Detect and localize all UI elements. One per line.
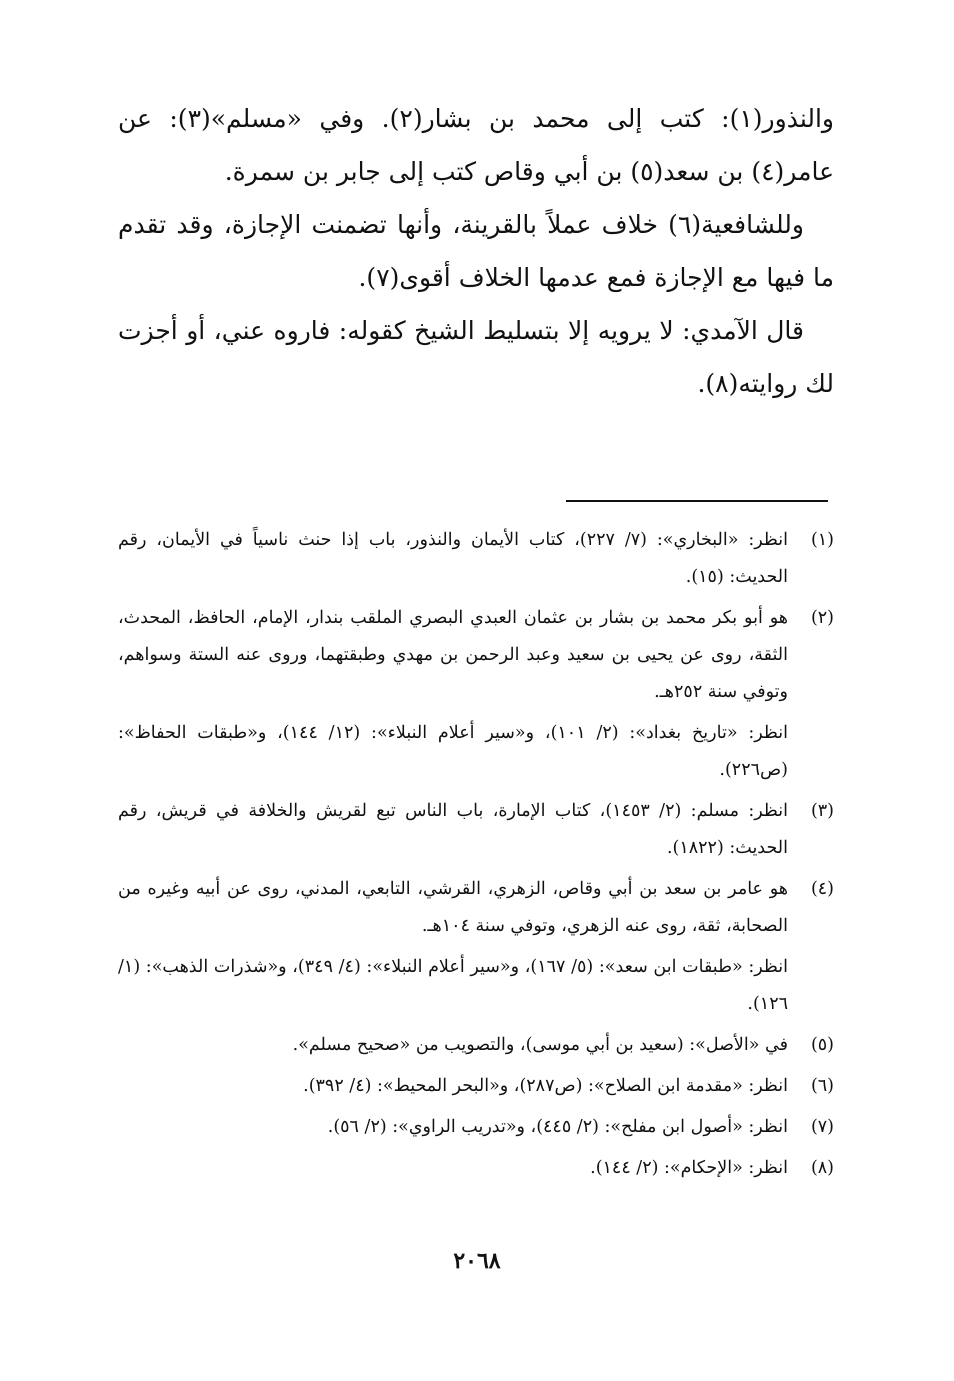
footnote-text: في «الأصل»: (سعيد بن أبي موسى)، والتصويب من «صحيح مسلم». (292, 1035, 788, 1055)
footnote-6 (118, 1068, 834, 1105)
footnote-text: هو عامر بن سعد بن أبي وقاص، الزهري، القرشي، التابعي، المدني، روى عن أبيه وغيره من الصحابة، ثقة، روى عنه الزهري، وتوفي سنة ١٠٤هـ. (118, 879, 788, 936)
footnote-body (118, 793, 788, 867)
footnote-text: انظر: مسلم: (٢/ ١٤٥٣)، كتاب الإمارة، باب الناس تبع لقريش والخلافة في قريش، رقم الحديث: (١٨٢٢). (118, 801, 789, 858)
footnote-1 (118, 522, 834, 596)
footnote-7 (118, 1109, 834, 1146)
footnote-number: (٨) (810, 1158, 834, 1178)
footnote-body (118, 522, 788, 596)
main-paragraph-1: والنذور(١): كتب إلى محمد بن بشار(٢). وفي «مسلم»(٣): عن عامر(٤) بن سعد(٥) بن أبي وقاص كتب إلى جابر بن سمرة. (118, 104, 834, 186)
footnote-text: هو أبو بكر محمد بن بشار بن عثمان العبدي البصري الملقب بندار، الإمام، الحافظ، المحدث، الثقة، روى عن يحيى بن سعيد وعبد الرحمن بن مهدي وطبقتهما، وروى عنه الستة وسواهم، وتوفي سنة ٢٥٢هـ. (118, 608, 788, 702)
footnote-number: (٧) (810, 1117, 834, 1137)
footnote-2 (118, 600, 834, 789)
footnote-5 (118, 1027, 834, 1064)
footnote-body (118, 600, 788, 789)
footnote-text: انظر: «أصول ابن مفلح»: (٢/ ٤٤٥)، و«تدريب الراوي»: (٢/ ٥٦). (327, 1117, 788, 1137)
footnote-number: (٥) (810, 1035, 834, 1055)
footnote-number: (١) (810, 530, 834, 550)
footnote-body (118, 871, 788, 1023)
footnote-body (118, 1109, 788, 1146)
footnote-number: (٢) (810, 608, 834, 628)
footnote-text: انظر: «الإحكام»: (٢/ ١٤٤). (590, 1158, 788, 1178)
main-paragraph-3: قال الآمدي: لا يرويه إلا بتسليط الشيخ كقوله: فاروه عني، أو أجزت لك روايته(٨). (118, 316, 834, 398)
footnote-text: انظر: «البخاري»: (٧/ ٢٢٧)، كتاب الأيمان والنذور، باب إذا حنث ناسياً في الأيمان، رقم الحديث: (١٥). (118, 530, 788, 587)
footnote-number: (٤) (810, 879, 834, 899)
footnote-text: انظر: «طبقات ابن سعد»: (٥/ ١٦٧)، و«سير أعلام النبلاء»: (٤/ ٣٤٩)، و«شذرات الذهب»: (١/ ١٢٦). (118, 957, 789, 1014)
footnote-number: (٦) (810, 1076, 834, 1096)
footnote-separator (566, 500, 828, 502)
footnote-4 (118, 871, 834, 1023)
footnote-3 (118, 793, 834, 867)
footnote-body (118, 1068, 788, 1105)
footnote-body (118, 1027, 788, 1064)
footnote-body (118, 1150, 788, 1187)
footnote-number: (٣) (810, 801, 834, 821)
footnote-text: انظر: «تاريخ بغداد»: (٢/ ١٠١)، و«سير أعلام النبلاء»: (١٢/ ١٤٤)، و«طبقات الحفاظ»: (ص٢٢٦). (118, 723, 788, 780)
main-text (118, 92, 834, 410)
footnote-text: انظر: «مقدمة ابن الصلاح»: (ص٢٨٧)، و«البحر المحيط»: (٤/ ٣٩٢). (303, 1076, 788, 1096)
main-paragraph-2: وللشافعية(٦) خلاف عملاً بالقرينة، وأنها تضمنت الإجازة، وقد تقدم ما فيها مع الإجازة فمع عدمها الخلاف أقوى(٧). (118, 210, 834, 292)
page-number: ٢٠٦٨ (453, 1248, 501, 1274)
footnotes (118, 522, 834, 1187)
footnote-8 (118, 1150, 834, 1187)
